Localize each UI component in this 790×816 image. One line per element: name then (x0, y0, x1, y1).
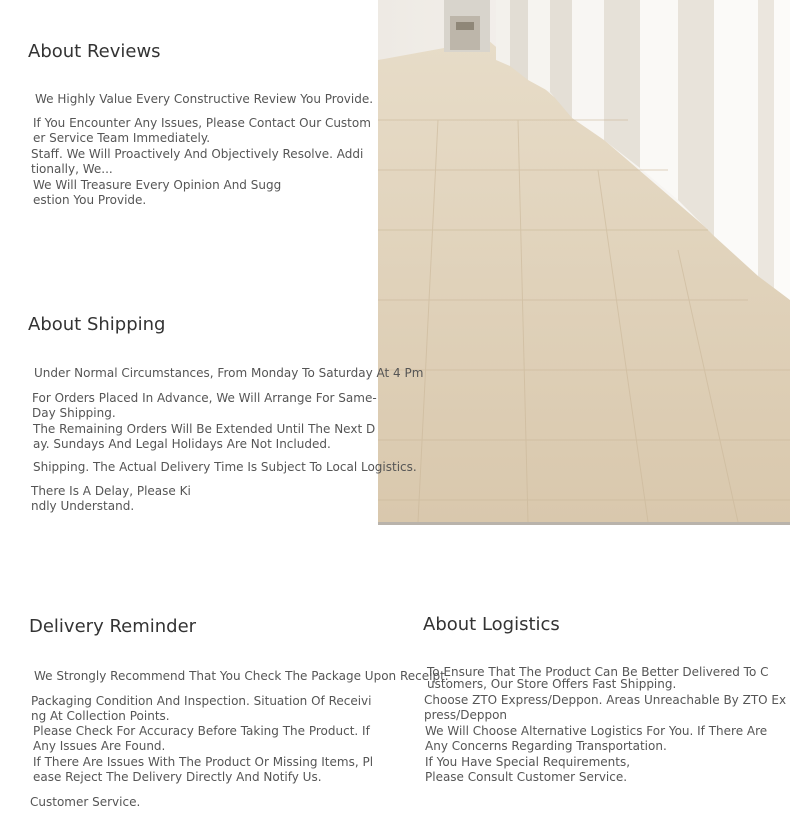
logistics-line: We Will Choose Alternative Logistics For You. If There Are Any Concerns Regarding Transportation. (425, 724, 768, 753)
reviews-line: We Will Treasure Every Opinion And Sugg estion You Provide. (33, 178, 282, 207)
delivery-line: Customer Service. (30, 795, 141, 809)
shipping-line: There Is A Delay, Please Ki ndly Understand. (31, 484, 191, 513)
logistics-line: To Ensure That The Product Can Be Better Delivered To C ustomers, Our Store Offers Fast Shipping. (427, 665, 769, 691)
logistics-line: Choose ZTO Express/Deppon. Areas Unreachable By ZTO Ex press/Deppon (424, 693, 787, 722)
shipping-line: Under Normal Circumstances, From Monday To Saturday At 4 Pm (34, 366, 424, 380)
shipping-line: For Orders Placed In Advance, We Will Arrange For Same- Day Shipping. (32, 391, 377, 420)
delivery-line: Please Check For Accuracy Before Taking The Product. If Any Issues Are Found. (33, 724, 370, 753)
corridor-photo (378, 0, 790, 525)
shipping-line: Shipping. The Actual Delivery Time Is Subject To Local Logistics. (33, 460, 417, 474)
reviews-line: If You Encounter Any Issues, Please Contact Our Custom er Service Team Immediately. (33, 116, 371, 145)
reviews-line: We Highly Value Every Constructive Review You Provide. (35, 92, 374, 106)
shipping-line: The Remaining Orders Will Be Extended Until The Next D ay. Sundays And Legal Holidays Are Not Included. (33, 422, 376, 451)
shipping-title: About Shipping (28, 314, 166, 335)
reviews-title: About Reviews (28, 41, 161, 62)
reviews-line: Staff. We Will Proactively And Objectively Resolve. Addi tionally, We... (31, 147, 364, 176)
delivery-line: Packaging Condition And Inspection. Situation Of Receivi ng At Collection Points. (31, 694, 372, 723)
delivery-title: Delivery Reminder (29, 616, 197, 637)
corridor-photo-illustration (378, 0, 790, 522)
logistics-title: About Logistics (423, 614, 560, 635)
delivery-line: If There Are Issues With The Product Or Missing Items, Pl ease Reject The Delivery Directly And Notify Us. (33, 755, 374, 784)
logistics-line: If You Have Special Requirements, Please Consult Customer Service. (425, 755, 631, 784)
delivery-line: We Strongly Recommend That You Check The Package Upon Receipt. (34, 669, 449, 683)
